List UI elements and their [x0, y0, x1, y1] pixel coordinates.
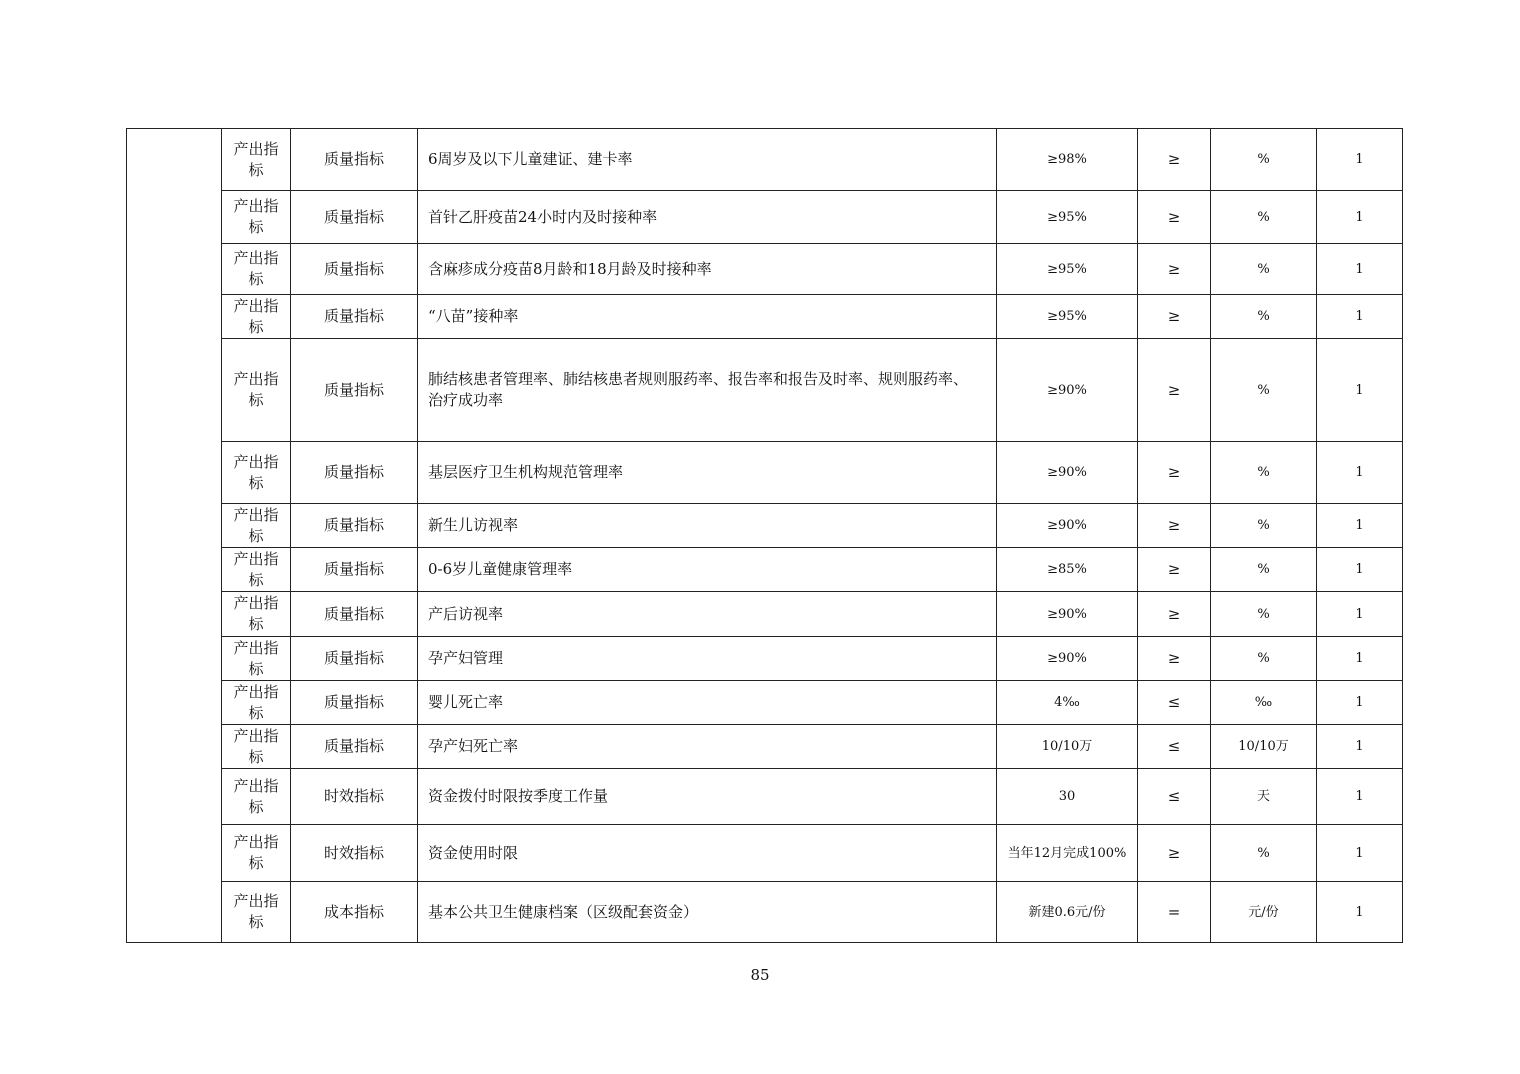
indicator-name-cell: 含麻疹成分疫苗8月龄和18月龄及时接种率 [418, 244, 997, 295]
operator-cell: ≤ [1138, 681, 1211, 725]
indicator-name-cell: 肺结核患者管理率、肺结核患者规则服药率、报告率和报告及时率、规则服药率、治疗成功率 [418, 339, 997, 442]
indicator-name-cell: “八苗”接种率 [418, 295, 997, 339]
unit-cell: 元/份 [1211, 882, 1317, 943]
level2-indicator-cell: 质量指标 [291, 548, 418, 592]
weight-cell: 1 [1317, 442, 1403, 504]
weight-cell: 1 [1317, 504, 1403, 548]
operator-cell: ≥ [1138, 295, 1211, 339]
target-value-cell: ≥95% [997, 244, 1138, 295]
target-value-cell: ≥98% [997, 129, 1138, 191]
level2-indicator-cell: 质量指标 [291, 637, 418, 681]
weight-cell: 1 [1317, 244, 1403, 295]
operator-cell: ≥ [1138, 442, 1211, 504]
level1-indicator-cell: 产出指标 [222, 825, 291, 882]
weight-cell: 1 [1317, 548, 1403, 592]
operator-cell: ≥ [1138, 504, 1211, 548]
level2-indicator-cell: 时效指标 [291, 769, 418, 825]
level2-indicator-cell: 质量指标 [291, 191, 418, 244]
table-row [127, 295, 1403, 339]
indicator-name-cell: 产后访视率 [418, 592, 997, 637]
level1-indicator-cell: 产出指标 [222, 637, 291, 681]
indicator-name-cell: 孕产妇管理 [418, 637, 997, 681]
operator-cell: ≥ [1138, 244, 1211, 295]
level2-indicator-cell: 质量指标 [291, 129, 418, 191]
weight-cell: 1 [1317, 725, 1403, 769]
target-value-cell: 当年12月完成100% [997, 825, 1138, 882]
operator-cell: ≥ [1138, 637, 1211, 681]
weight-cell: 1 [1317, 882, 1403, 943]
unit-cell: % [1211, 442, 1317, 504]
operator-cell: ≥ [1138, 548, 1211, 592]
indicator-name-cell: 婴儿死亡率 [418, 681, 997, 725]
operator-cell: ≥ [1138, 191, 1211, 244]
level2-indicator-cell: 质量指标 [291, 504, 418, 548]
table-row [127, 191, 1403, 244]
operator-cell: ≥ [1138, 592, 1211, 637]
performance-indicator-table [126, 128, 1403, 943]
first-level-indicator-cell [127, 129, 222, 943]
level2-indicator-cell: 质量指标 [291, 295, 418, 339]
unit-cell: % [1211, 191, 1317, 244]
indicator-name-cell: 孕产妇死亡率 [418, 725, 997, 769]
target-value-cell: ≥95% [997, 191, 1138, 244]
level2-indicator-cell: 质量指标 [291, 725, 418, 769]
weight-cell: 1 [1317, 592, 1403, 637]
level1-indicator-cell: 产出指标 [222, 191, 291, 244]
table-row [127, 442, 1403, 504]
table-row [127, 592, 1403, 637]
unit-cell: % [1211, 339, 1317, 442]
level1-indicator-cell: 产出指标 [222, 592, 291, 637]
level1-indicator-cell: 产出指标 [222, 548, 291, 592]
page-number: 85 [750, 966, 770, 984]
target-value-cell: ≥90% [997, 637, 1138, 681]
weight-cell: 1 [1317, 769, 1403, 825]
operator-cell: ≥ [1138, 129, 1211, 191]
target-value-cell: ≥95% [997, 295, 1138, 339]
target-value-cell: 30 [997, 769, 1138, 825]
table-row [127, 339, 1403, 442]
unit-cell: ‰ [1211, 681, 1317, 725]
level2-indicator-cell: 质量指标 [291, 442, 418, 504]
level1-indicator-cell: 产出指标 [222, 295, 291, 339]
table-row [127, 637, 1403, 681]
indicator-name-cell: 资金拨付时限按季度工作量 [418, 769, 997, 825]
target-value-cell: 新建0.6元/份 [997, 882, 1138, 943]
indicator-name-cell: 新生儿访视率 [418, 504, 997, 548]
unit-cell: % [1211, 592, 1317, 637]
unit-cell: % [1211, 825, 1317, 882]
unit-cell: % [1211, 244, 1317, 295]
level2-indicator-cell: 质量指标 [291, 244, 418, 295]
table-row [127, 681, 1403, 725]
target-value-cell: ≥90% [997, 592, 1138, 637]
table-row [127, 504, 1403, 548]
level1-indicator-cell: 产出指标 [222, 244, 291, 295]
table-row [127, 244, 1403, 295]
operator-cell: = [1138, 882, 1211, 943]
weight-cell: 1 [1317, 339, 1403, 442]
weight-cell: 1 [1317, 191, 1403, 244]
level1-indicator-cell: 产出指标 [222, 442, 291, 504]
weight-cell: 1 [1317, 295, 1403, 339]
level1-indicator-cell: 产出指标 [222, 129, 291, 191]
weight-cell: 1 [1317, 681, 1403, 725]
level2-indicator-cell: 质量指标 [291, 681, 418, 725]
table-row [127, 548, 1403, 592]
table-row [127, 882, 1403, 943]
target-value-cell: ≥90% [997, 442, 1138, 504]
unit-cell: 天 [1211, 769, 1317, 825]
target-value-cell: ≥90% [997, 339, 1138, 442]
weight-cell: 1 [1317, 825, 1403, 882]
table-row [127, 725, 1403, 769]
level1-indicator-cell: 产出指标 [222, 725, 291, 769]
indicator-name-cell: 基层医疗卫生机构规范管理率 [418, 442, 997, 504]
table-row [127, 129, 1403, 191]
table-row [127, 825, 1403, 882]
weight-cell: 1 [1317, 637, 1403, 681]
table-row [127, 769, 1403, 825]
level1-indicator-cell: 产出指标 [222, 339, 291, 442]
level1-indicator-cell: 产出指标 [222, 681, 291, 725]
weight-cell: 1 [1317, 129, 1403, 191]
unit-cell: % [1211, 129, 1317, 191]
level2-indicator-cell: 质量指标 [291, 339, 418, 442]
level2-indicator-cell: 质量指标 [291, 592, 418, 637]
level1-indicator-cell: 产出指标 [222, 504, 291, 548]
target-value-cell: 4‰ [997, 681, 1138, 725]
indicator-name-cell: 6周岁及以下儿童建证、建卡率 [418, 129, 997, 191]
level2-indicator-cell: 时效指标 [291, 825, 418, 882]
level2-indicator-cell: 成本指标 [291, 882, 418, 943]
table-body [127, 129, 1403, 943]
target-value-cell: 10/10万 [997, 725, 1138, 769]
indicator-name-cell: 资金使用时限 [418, 825, 997, 882]
unit-cell: % [1211, 637, 1317, 681]
target-value-cell: ≥85% [997, 548, 1138, 592]
operator-cell: ≤ [1138, 769, 1211, 825]
unit-cell: % [1211, 295, 1317, 339]
unit-cell: % [1211, 548, 1317, 592]
indicator-name-cell: 首针乙肝疫苗24小时内及时接种率 [418, 191, 997, 244]
level1-indicator-cell: 产出指标 [222, 882, 291, 943]
operator-cell: ≤ [1138, 725, 1211, 769]
target-value-cell: ≥90% [997, 504, 1138, 548]
indicator-name-cell: 0-6岁儿童健康管理率 [418, 548, 997, 592]
indicator-name-cell: 基本公共卫生健康档案（区级配套资金） [418, 882, 997, 943]
operator-cell: ≥ [1138, 339, 1211, 442]
unit-cell: % [1211, 504, 1317, 548]
operator-cell: ≥ [1138, 825, 1211, 882]
level1-indicator-cell: 产出指标 [222, 769, 291, 825]
unit-cell: 10/10万 [1211, 725, 1317, 769]
